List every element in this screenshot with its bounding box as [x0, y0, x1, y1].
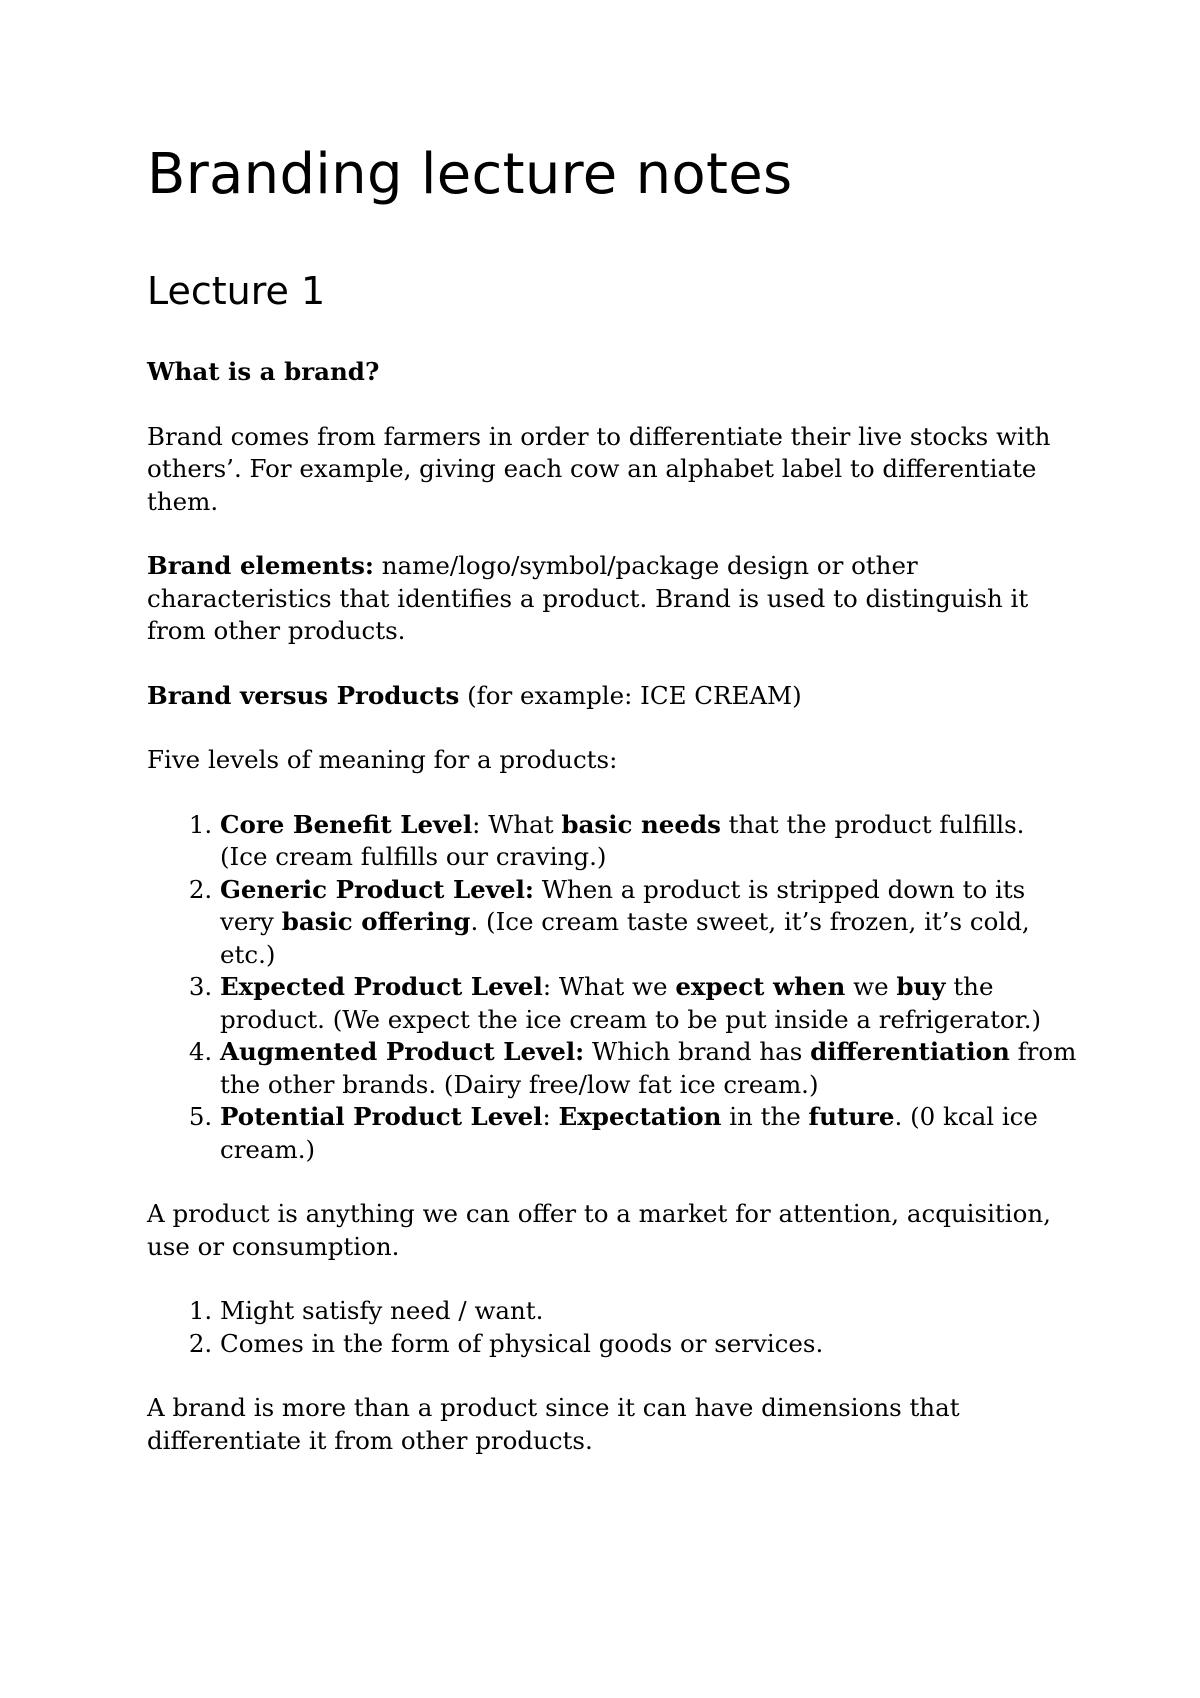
- paragraph-brand-more: A brand is more than a product since it can have dimensions that differentiate it from other products.: [147, 1393, 960, 1455]
- list-item-level-1: [220, 809, 1077, 874]
- level-text: from the other brands. (Dairy free/low fat ice cream.): [220, 1037, 1077, 1099]
- brand-elements-label: Brand elements:: [147, 551, 374, 580]
- paragraph-five-levels-intro: Five levels of meaning for a products:: [147, 745, 618, 774]
- section-title-what-is-brand: What is a brand?: [147, 357, 380, 386]
- document-body: [147, 356, 1077, 1457]
- paragraph-product-definition: A product is anything we can offer to a market for attention, acquisition, use or consumption.: [147, 1199, 1051, 1261]
- level-text: . (Ice cream taste sweet, it’s frozen, it’s cold, etc.): [220, 907, 1030, 969]
- level-text: : What we: [542, 972, 676, 1001]
- level-name: Potential Product Level: [220, 1102, 543, 1131]
- level-text: When a product is stripped down to its very: [220, 874, 1026, 936]
- document-page: [147, 140, 1077, 1457]
- paragraph-brand-elements: [147, 550, 1077, 648]
- level-name: Generic Product Level:: [220, 874, 534, 904]
- level-text: the product. (We expect the ice cream to be put inside a refrigerator.): [220, 972, 1042, 1034]
- level-text: that the product fulfills. (Ice cream fulfills our craving.): [220, 809, 1025, 871]
- level-text: : What: [472, 809, 562, 839]
- list-item-level-2: [220, 874, 1077, 972]
- level-text: :: [542, 1102, 559, 1131]
- list-item-product-point: 1. Might satisfy need / want.: [220, 1295, 1077, 1328]
- brand-vs-products-text: (for example: ICE CREAM): [459, 680, 802, 710]
- level-emphasis: buy: [896, 972, 946, 1001]
- lecture-heading: Lecture 1: [147, 269, 326, 313]
- brand-vs-products-label: Brand versus Products: [147, 680, 460, 710]
- paragraph-brand-origin: Brand comes from farmers in order to differentiate their live stocks with others’. For example, giving each cow an alphabet label to differentiate them.: [147, 421, 1051, 516]
- level-text: we: [845, 972, 897, 1001]
- level-emphasis: Expectation: [558, 1102, 722, 1131]
- list-item-level-4: [220, 1036, 1077, 1101]
- paragraph-brand-vs-products: [147, 680, 1077, 713]
- level-name: Expected Product Level: [220, 972, 543, 1001]
- level-name: Augmented Product Level:: [220, 1037, 585, 1066]
- list-item-level-5: [220, 1101, 1077, 1166]
- level-text: Which brand has: [584, 1037, 811, 1066]
- list-item-level-3: [220, 971, 1077, 1036]
- level-emphasis: expect when: [675, 972, 846, 1001]
- level-emphasis: basic offering: [281, 907, 471, 936]
- product-points-list: [147, 1295, 1077, 1360]
- document-title: Branding lecture notes: [147, 142, 793, 207]
- list-item-product-point: 2. Comes in the form of physical goods or services.: [220, 1328, 1077, 1361]
- levels-list: [147, 809, 1077, 1167]
- level-emphasis: future: [808, 1102, 895, 1131]
- level-emphasis: basic needs: [561, 809, 721, 839]
- level-text: in the: [721, 1102, 809, 1131]
- level-name: Core Benefit Level: [220, 809, 473, 839]
- brand-elements-text: name/logo/symbol/package design or other characteristics that identifies a product. Brand is used to distinguish it from other products.: [147, 551, 1029, 645]
- level-emphasis: differentiation: [810, 1037, 1010, 1066]
- level-text: . (0 kcal ice cream.): [220, 1102, 1038, 1164]
